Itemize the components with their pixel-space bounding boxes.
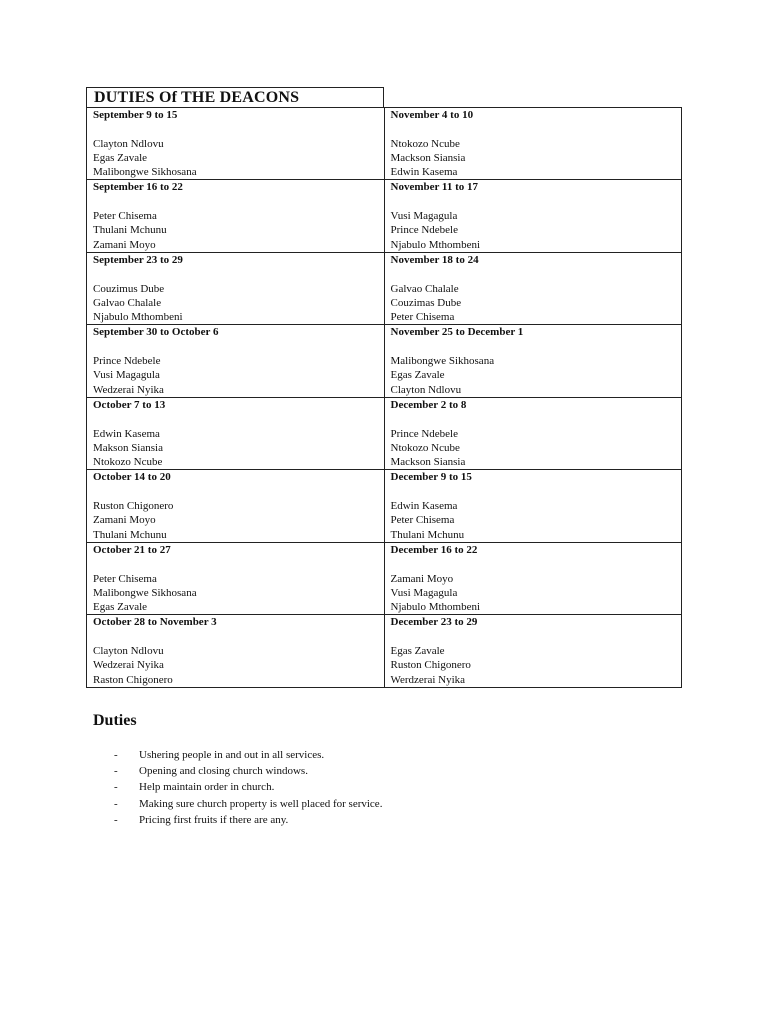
schedule-row: [87, 397, 682, 469]
deacon-name: Galvao Chalale: [93, 296, 162, 309]
deacon-name: Peter Chisema: [390, 514, 455, 527]
bullet-dash: -: [114, 781, 118, 794]
duty-text: Help maintain order in church.: [139, 781, 275, 794]
deacon-name: Zamani Moyo: [93, 238, 156, 251]
deacon-name: Egas Zavale: [93, 601, 148, 614]
deacon-name: Vusi Magagula: [390, 586, 458, 599]
schedule-row: [87, 108, 682, 180]
period-label: December 2 to 8: [390, 398, 467, 411]
period-label: September 23 to 29: [93, 253, 183, 266]
schedule-cell-left: [87, 615, 385, 687]
deacon-name: Ntokozo Ncube: [93, 456, 163, 469]
period-label: November 18 to 24: [390, 253, 479, 266]
deacon-name: Njabulo Mthombeni: [390, 601, 481, 614]
bullet-dash: -: [114, 813, 118, 826]
period-label: September 30 to October 6: [93, 326, 219, 339]
deacon-name: Malibongwe Sikhosana: [93, 166, 197, 179]
period-label: September 16 to 22: [93, 181, 183, 194]
deacon-name: Ruston Chigonero: [93, 500, 174, 513]
deacon-name: Malibongwe Sikhosana: [390, 355, 495, 368]
schedule-cell-right: [384, 180, 682, 252]
period-label: September 9 to 15: [93, 109, 178, 121]
deacon-name: Vusi Magagula: [390, 210, 458, 223]
deacon-name: Prince Ndebele: [390, 427, 458, 440]
duties-list: [114, 747, 382, 828]
cell-spacer: [391, 485, 676, 499]
schedule-row: [87, 615, 682, 687]
schedule-row: [87, 252, 682, 324]
schedule-cell-left: [87, 108, 385, 180]
cell-spacer: [391, 195, 676, 209]
cell-spacer: [93, 195, 378, 209]
deacon-name: Vusi Magagula: [93, 369, 160, 382]
period-label: November 11 to 17: [390, 181, 478, 194]
schedule-row: [87, 470, 682, 542]
schedule-cell-right: [384, 325, 682, 397]
cell-spacer: [93, 630, 378, 644]
duty-text: Making sure church property is well placed for service.: [139, 797, 383, 810]
deacon-name: Malibongwe Sikhosana: [93, 586, 197, 599]
deacon-name: Egas Zavale: [390, 644, 445, 657]
duty-text: Ushering people in and out in all services.: [139, 749, 325, 761]
schedule-cell-left: [87, 180, 385, 252]
cell-spacer: [391, 557, 676, 571]
deacon-name: Peter Chisema: [93, 210, 157, 223]
cell-spacer: [391, 630, 676, 644]
duty-item: [114, 779, 382, 795]
deacon-schedule-table: [86, 107, 682, 688]
schedule-cell-right: [384, 615, 682, 687]
duty-item: [114, 796, 382, 812]
schedule-row: [87, 542, 682, 614]
schedule-row: [87, 325, 682, 397]
deacon-name: Njabulo Mthombeni: [93, 311, 183, 324]
title-box: [86, 87, 384, 108]
cell-spacer: [93, 412, 378, 426]
deacon-name: Prince Ndebele: [390, 224, 458, 237]
period-label: December 23 to 29: [390, 616, 478, 629]
schedule-cell-right: [384, 542, 682, 614]
schedule-cell-right: [384, 470, 682, 542]
duties-heading: Duties: [93, 712, 137, 729]
schedule-cell-right: [384, 252, 682, 324]
deacon-name: Mackson Siansia: [390, 456, 466, 469]
deacon-name: Edwin Kasema: [390, 166, 458, 179]
deacon-name: Thulani Mchunu: [390, 528, 465, 541]
deacon-name: Egas Zavale: [390, 369, 445, 382]
cell-spacer: [391, 340, 676, 354]
period-label: October 14 to 20: [93, 471, 171, 484]
schedule-cell-left: [87, 325, 385, 397]
duty-text: Pricing first fruits if there are any.: [139, 813, 289, 826]
duty-item: [114, 747, 382, 763]
deacon-name: Makson Siansia: [93, 441, 163, 454]
deacon-name: Galvao Chalale: [390, 282, 459, 295]
document-title: DUTIES Of THE DEACONS: [94, 89, 300, 106]
deacon-name: Wedzerai Nyika: [93, 383, 164, 396]
period-label: November 25 to December 1: [390, 326, 524, 339]
schedule-cell-left: [87, 542, 385, 614]
cell-spacer: [93, 557, 378, 571]
schedule-cell-right: [384, 108, 682, 180]
deacon-name: Peter Chisema: [390, 311, 455, 324]
period-label: November 4 to 10: [390, 109, 474, 121]
schedule-body: [87, 108, 682, 688]
bullet-dash: -: [114, 765, 118, 778]
deacon-name: Clayton Ndlovu: [93, 644, 164, 657]
cell-spacer: [391, 267, 676, 281]
deacon-name: Peter Chisema: [93, 572, 157, 585]
deacon-name: Egas Zavale: [93, 151, 148, 164]
deacon-name: Njabulo Mthombeni: [390, 238, 481, 251]
period-label: December 16 to 22: [390, 543, 478, 556]
schedule-cell-left: [87, 252, 385, 324]
period-label: October 28 to November 3: [93, 616, 217, 629]
cell-spacer: [391, 412, 676, 426]
deacon-name: Ntokozo Ncube: [390, 137, 460, 150]
cell-spacer: [93, 485, 378, 499]
deacon-name: Werdzerai Nyika: [390, 673, 466, 686]
cell-spacer: [93, 122, 378, 136]
deacon-name: Edwin Kasema: [93, 427, 160, 440]
deacon-name: Prince Ndebele: [93, 355, 161, 368]
deacon-name: Couzimus Dube: [93, 282, 165, 295]
period-label: October 21 to 27: [93, 543, 171, 556]
deacon-name: Clayton Ndlovu: [390, 383, 462, 396]
deacon-name: Zamani Moyo: [93, 514, 156, 527]
deacon-name: Zamani Moyo: [390, 572, 454, 585]
cell-spacer: [93, 267, 378, 281]
schedule-row: [87, 180, 682, 252]
cell-spacer: [93, 340, 378, 354]
bullet-dash: -: [114, 797, 118, 810]
cell-spacer: [391, 122, 676, 136]
duty-item: [114, 763, 382, 779]
schedule-cell-left: [87, 470, 385, 542]
deacon-name: Thulani Mchunu: [93, 224, 167, 237]
deacon-name: Wedzerai Nyika: [93, 659, 164, 672]
deacon-name: Raston Chigonero: [93, 673, 173, 686]
deacon-name: Ruston Chigonero: [390, 659, 471, 672]
schedule-cell-right: [384, 397, 682, 469]
deacon-name: Thulani Mchunu: [93, 528, 167, 541]
deacon-name: Ntokozo Ncube: [390, 441, 460, 454]
duty-text: Opening and closing church windows.: [139, 765, 308, 778]
deacon-name: Mackson Siansia: [390, 151, 466, 164]
period-label: December 9 to 15: [390, 471, 472, 484]
bullet-dash: -: [114, 749, 118, 761]
deacon-name: Clayton Ndlovu: [93, 137, 164, 150]
deacon-name: Couzimas Dube: [390, 296, 462, 309]
deacon-name: Edwin Kasema: [390, 500, 458, 513]
period-label: October 7 to 13: [93, 398, 166, 411]
schedule-cell-left: [87, 397, 385, 469]
duty-item: [114, 812, 382, 828]
